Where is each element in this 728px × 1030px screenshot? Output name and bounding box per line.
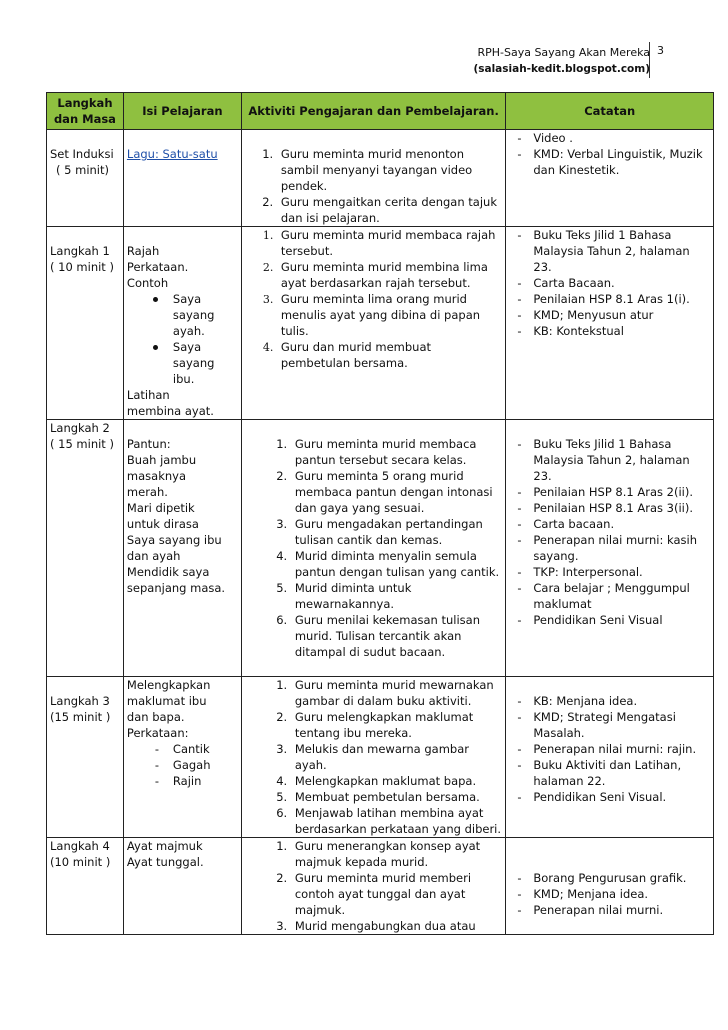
page-number: 3: [657, 44, 664, 57]
list-item: - Rajin: [127, 773, 238, 789]
list-item: Saya sayang ibu.: [127, 339, 221, 387]
list-item: 2. Guru melengkapkan maklumat tentang ibu mereka.: [291, 709, 503, 741]
content-line: dan bapa.: [126, 710, 185, 724]
step-duration: ( 15 minit ): [50, 437, 114, 451]
content-cell: [123, 838, 241, 935]
content-line: Buah jambu: [126, 453, 197, 467]
content-line: Perkataan:: [126, 726, 189, 740]
list-item: Saya sayang ayah.: [127, 291, 221, 339]
content-line: Saya sayang ibu: [126, 533, 222, 547]
list-item: 5. Murid diminta untuk mewarnakannya.: [291, 580, 503, 612]
list-item: 1. Guru meminta murid menonton sambil menyanyi tayangan video pendek.: [277, 146, 503, 194]
notes-cell: [506, 420, 714, 677]
content-line: merah.: [126, 485, 168, 499]
content-line: Latihan membina ayat.: [126, 388, 214, 418]
content-cell: [123, 130, 241, 227]
content-line: Rajah: [126, 244, 160, 258]
content-line: untuk dirasa: [126, 517, 199, 531]
list-item: 2. Guru meminta murid memberi contoh ayat tunggal dan ayat majmuk.: [291, 870, 503, 918]
step-duration: (15 minit ): [50, 710, 111, 724]
list-item: 3. Guru meminta lima orang murid menulis ayat yang dibina di papan tulis.: [277, 291, 503, 339]
column-header-content: Isi Pelajaran: [123, 93, 241, 130]
notes-list: [509, 436, 710, 628]
list-item: 1. Guru menerangkan konsep ayat majmuk kepada murid.: [291, 838, 503, 870]
list-item: 4. Melengkapkan maklumat bapa.: [291, 773, 503, 789]
list-item: 3. Murid mengabungkan dua atau: [291, 918, 503, 934]
notes-list: [509, 130, 710, 178]
step-cell: [47, 420, 124, 677]
content-line: dan ayah: [126, 549, 181, 563]
list-item: 4. Guru dan murid membuat pembetulan bersama.: [277, 339, 503, 371]
list-item: - Penerapan nilai murni.: [509, 902, 710, 918]
content-line: Melengkapkan: [126, 678, 211, 692]
activities-cell: [241, 130, 506, 227]
lesson-plan-table: [46, 92, 714, 935]
step-name: Langkah 3: [50, 694, 110, 708]
activities-cell: [241, 838, 506, 935]
content-line: Mari dipetik: [126, 501, 195, 515]
step-duration: ( 10 minit ): [50, 260, 114, 274]
content-line: Mendidik saya: [126, 565, 210, 579]
list-item: 2. Guru meminta murid membina lima ayat berdasarkan rajah tersebut.: [277, 259, 503, 291]
step-cell: [47, 227, 124, 420]
list-item: - Carta Bacaan.: [509, 275, 710, 291]
list-item: - Penilaian HSP 8.1 Aras 3(ii).: [509, 500, 710, 516]
notes-list: [509, 693, 710, 805]
activity-list: [245, 436, 503, 660]
song-link[interactable]: Lagu: Satu-satu: [126, 147, 218, 161]
step-name: Langkah 2: [50, 421, 110, 435]
notes-cell: [506, 130, 714, 227]
content-line: maklumat ibu: [126, 694, 207, 708]
notes-cell: [506, 677, 714, 838]
list-item: - Pendidikan Seni Visual: [509, 612, 710, 628]
activities-cell: [241, 227, 506, 420]
table-row: [47, 420, 714, 677]
list-item: - KB: Menjana idea.: [509, 693, 710, 709]
table-row: [47, 838, 714, 935]
notes-list: [509, 870, 710, 918]
content-lines: [127, 677, 238, 741]
step-duration: (10 minit ): [50, 855, 111, 869]
list-item: 1. Guru meminta murid membaca rajah tersebut.: [277, 227, 503, 259]
list-item: 4. Murid diminta menyalin semula pantun dengan tulisan yang cantik.: [291, 548, 503, 580]
list-item: - Buku Teks Jilid 1 Bahasa Malaysia Tahun 2, halaman 23.: [509, 227, 710, 275]
pantun-text: [127, 436, 238, 596]
activity-list: [245, 838, 503, 934]
example-sentences: [127, 291, 238, 387]
step-name: Set Induksi: [50, 147, 114, 161]
list-item: - Penerapan nilai murni: kasih sayang.: [509, 532, 710, 564]
column-header-activities: Aktiviti Pengajaran dan Pembelajaran.: [241, 93, 506, 130]
content-line: Contoh: [126, 276, 169, 290]
list-item: - KMD; Menyusun atur: [509, 307, 710, 323]
list-item: - Buku Aktiviti dan Latihan, halaman 22.: [509, 757, 710, 789]
list-item: - KMD; Menjana idea.: [509, 886, 710, 902]
list-item: - Video .: [509, 130, 710, 146]
table-row: [47, 227, 714, 420]
activities-cell: [241, 677, 506, 838]
list-item: 1. Guru meminta murid mewarnakan gambar di dalam buku aktiviti.: [291, 677, 503, 709]
activities-cell: [241, 420, 506, 677]
activity-list: [245, 146, 503, 226]
step-name: Langkah 4: [50, 839, 110, 853]
list-item: - Borang Pengurusan grafik.: [509, 870, 710, 886]
table-header-row: [47, 93, 714, 130]
content-lines: [127, 243, 238, 291]
list-item: 3. Melukis dan mewarna gambar ayah.: [291, 741, 503, 773]
content-line: sepanjang masa.: [126, 581, 226, 595]
list-item: - TKP: Interpersonal.: [509, 564, 710, 580]
column-header-notes: Catatan: [506, 93, 714, 130]
step-name: Langkah 1: [50, 244, 110, 258]
content-cell: [123, 227, 241, 420]
activity-list: [245, 677, 503, 837]
list-item: - Gagah: [127, 757, 238, 773]
content-line: Ayat tunggal.: [126, 855, 204, 869]
list-item: - Penerapan nilai murni: rajin.: [509, 741, 710, 757]
list-item: 6. Guru menilai kekemasan tulisan murid. Tulisan tercantik akan ditampal di sudut bacaan.: [291, 612, 503, 660]
list-item: - KMD; Strategi Mengatasi Masalah.: [509, 709, 710, 741]
activity-list: [245, 227, 503, 371]
list-item: - Pendidikan Seni Visual.: [509, 789, 710, 805]
header-title: RPH-Saya Sayang Akan Mereka: [477, 46, 650, 59]
header-divider: [649, 42, 650, 78]
notes-list: [509, 227, 710, 339]
content-cell: [123, 420, 241, 677]
content-line: Perkataan.: [126, 260, 189, 274]
list-item: - Cara belajar ; Menggumpul maklumat: [509, 580, 710, 612]
step-cell: [47, 130, 124, 227]
table-row: [47, 677, 714, 838]
list-item: 5. Membuat pembetulan bersama.: [291, 789, 503, 805]
table-row: [47, 130, 714, 227]
list-item: 6. Menjawab latihan membina ayat berdasarkan perkataan yang diberi.: [291, 805, 503, 837]
list-item: 2. Guru meminta 5 orang murid membaca pantun dengan intonasi dan gaya yang sesuai.: [291, 468, 503, 516]
notes-cell: [506, 227, 714, 420]
content-line: Ayat majmuk: [126, 839, 203, 853]
step-cell: [47, 677, 124, 838]
content-lines: [127, 838, 238, 870]
list-item: - KB: Kontekstual: [509, 323, 710, 339]
list-item: - Buku Teks Jilid 1 Bahasa Malaysia Tahun 2, halaman 23.: [509, 436, 710, 484]
page-header: [440, 44, 658, 78]
list-item: 3. Guru mengadakan pertandingan tulisan cantik dan kemas.: [291, 516, 503, 548]
list-item: - Penilaian HSP 8.1 Aras 1(i).: [509, 291, 710, 307]
list-item: - Carta bacaan.: [509, 516, 710, 532]
notes-cell: [506, 838, 714, 935]
list-item: 2. Guru mengaitkan cerita dengan tajuk dan isi pelajaran.: [277, 194, 503, 226]
list-item: - KMD: Verbal Linguistik, Muzik dan Kinestetik.: [509, 146, 710, 178]
column-header-step: Langkah dan Masa: [47, 93, 124, 130]
header-source: (salasiah-kedit.blogspot.com): [473, 63, 650, 75]
content-line: Pantun:: [126, 437, 171, 451]
content-cell: [123, 677, 241, 838]
step-cell: [47, 838, 124, 935]
list-item: - Cantik: [127, 741, 238, 757]
word-list: [127, 741, 238, 789]
list-item: 1. Guru meminta murid membaca pantun tersebut secara kelas.: [291, 436, 503, 468]
list-item: - Penilaian HSP 8.1 Aras 2(ii).: [509, 484, 710, 500]
step-duration: ( 5 minit): [56, 163, 109, 177]
content-line: masaknya: [126, 469, 187, 483]
